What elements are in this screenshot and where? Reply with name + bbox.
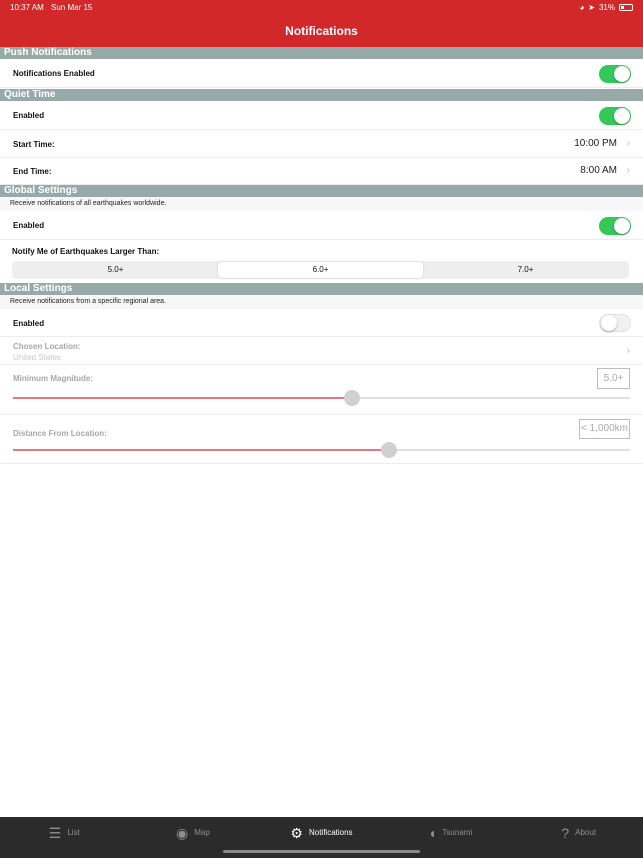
- battery-percent: 31%: [598, 3, 615, 12]
- tab-map-label: Map: [194, 828, 210, 837]
- row-start-time[interactable]: [0, 130, 643, 158]
- navigation-bar: [0, 16, 643, 47]
- local-description: Receive notifications from a specific regional area.: [0, 295, 643, 309]
- local-enabled-label: Enabled: [13, 319, 45, 328]
- globe-icon: ◉: [176, 824, 189, 841]
- page-title: Notifications: [285, 24, 358, 38]
- tab-list[interactable]: [0, 817, 129, 858]
- row-global-enabled: [0, 211, 643, 240]
- section-header-quiet-time: Quiet Time: [0, 89, 643, 101]
- row-chosen-location[interactable]: [0, 337, 643, 365]
- location-arrow-icon: ➤: [588, 3, 595, 12]
- slider-thumb[interactable]: [381, 442, 397, 458]
- notifications-enabled-toggle[interactable]: [599, 65, 631, 83]
- section-header-global: Global Settings: [0, 185, 643, 197]
- row-distance-from-location: [0, 415, 643, 464]
- row-local-enabled: [0, 309, 643, 337]
- status-time: 10:37 AM: [10, 3, 44, 12]
- quiet-enabled-toggle[interactable]: [599, 107, 631, 125]
- minimum-magnitude-label: Minimum Magnitude:: [13, 374, 93, 383]
- wifi-icon: ◕: [579, 3, 585, 12]
- tab-list-label: List: [67, 828, 80, 837]
- segment-7-0[interactable]: 7.0+: [517, 265, 534, 274]
- question-icon: ?: [561, 824, 570, 841]
- slider-fill: [13, 397, 352, 399]
- chosen-location-value: United States: [13, 353, 62, 362]
- end-time-label: End Time:: [13, 167, 52, 176]
- tab-tsunami-label: Tsunami: [442, 828, 473, 837]
- row-quiet-enabled: [0, 101, 643, 130]
- gear-icon: ⚙: [290, 824, 303, 841]
- global-enabled-label: Enabled: [13, 221, 45, 230]
- magnitude-segmented-control: [12, 261, 629, 279]
- local-enabled-toggle[interactable]: [599, 314, 631, 332]
- distance-slider[interactable]: [13, 449, 630, 451]
- status-bar: [0, 0, 643, 16]
- tab-about[interactable]: [514, 817, 643, 858]
- row-end-time[interactable]: [0, 158, 643, 185]
- list-icon: ☰: [48, 824, 62, 841]
- home-indicator: [223, 850, 420, 853]
- chevron-right-icon: ›: [626, 345, 630, 356]
- start-time-label: Start Time:: [13, 140, 55, 149]
- segment-6-0[interactable]: 6.0+: [218, 262, 423, 278]
- slider-thumb[interactable]: [344, 390, 360, 406]
- distance-value: < 1,000km: [579, 419, 630, 439]
- section-header-local: Local Settings: [0, 283, 643, 295]
- start-time-value: 10:00 PM: [574, 138, 617, 149]
- status-right: [579, 3, 633, 12]
- section-header-push: Push Notifications: [0, 47, 643, 59]
- minimum-magnitude-value: 5.0+: [597, 368, 630, 389]
- tab-notifications-label: Notifications: [308, 828, 353, 837]
- distance-label: Distance From Location:: [13, 429, 107, 438]
- row-notifications-enabled: [0, 59, 643, 88]
- chevron-right-icon: ›: [626, 138, 630, 149]
- global-description: Receive notifications of all earthquakes worldwide.: [0, 197, 643, 211]
- row-magnitude-threshold: [0, 240, 643, 283]
- minimum-magnitude-slider[interactable]: [13, 397, 630, 399]
- notifications-enabled-label: Notifications Enabled: [13, 69, 95, 78]
- quiet-enabled-label: Enabled: [13, 111, 45, 120]
- chevron-right-icon: ›: [626, 165, 630, 176]
- wave-icon: ◖: [427, 824, 437, 841]
- tab-about-label: About: [575, 828, 597, 837]
- slider-fill: [13, 449, 389, 451]
- row-minimum-magnitude: [0, 365, 643, 415]
- battery-icon: [619, 4, 633, 11]
- notify-threshold-label: Notify Me of Earthquakes Larger Than:: [12, 247, 160, 256]
- chosen-location-label: Chosen Location:: [13, 342, 81, 351]
- global-enabled-toggle[interactable]: [599, 217, 631, 235]
- status-date: Sun Mar 15: [51, 3, 93, 12]
- end-time-value: 8:00 AM: [580, 165, 617, 176]
- segment-5-0[interactable]: 5.0+: [107, 265, 124, 274]
